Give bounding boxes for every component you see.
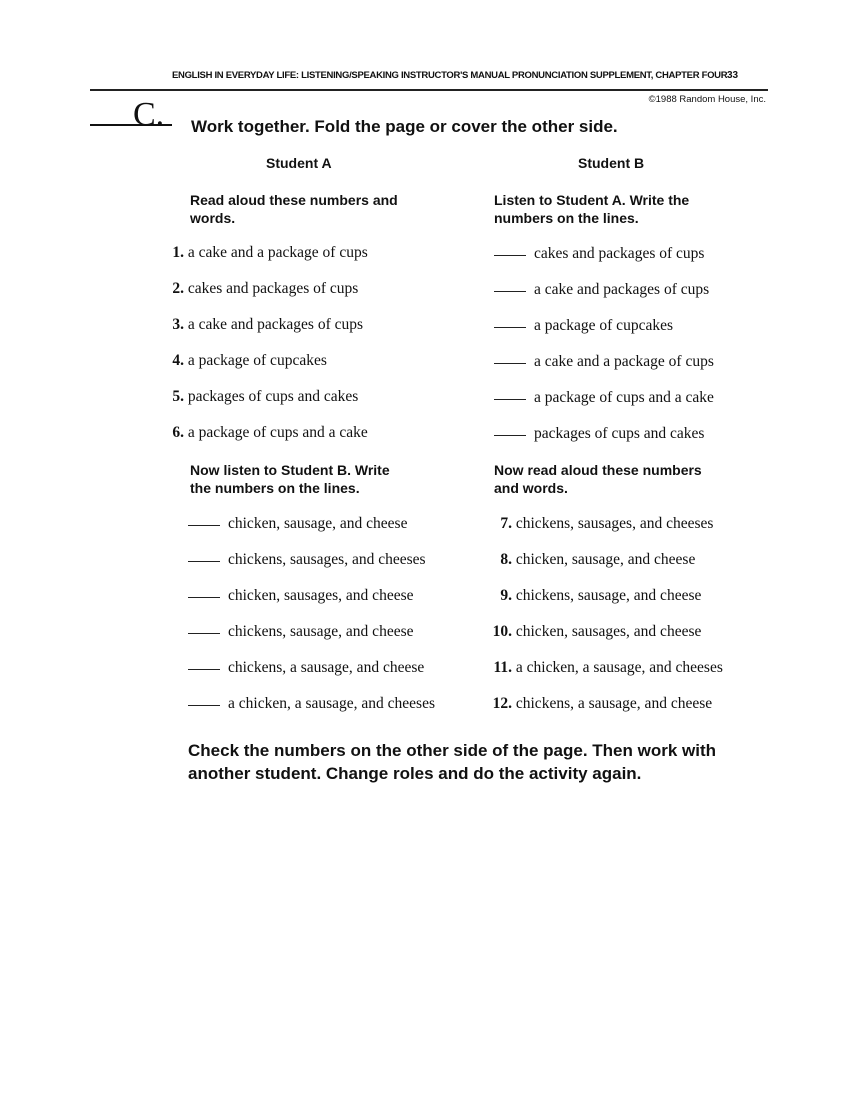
student-b-heading: Student B [578, 155, 645, 171]
list-item [494, 389, 714, 407]
item-number: 1. [172, 244, 184, 261]
footer-instruction [188, 739, 716, 785]
list-item [494, 353, 714, 371]
list-item [188, 551, 426, 569]
item-text: chickens, sausage, and cheese [228, 623, 414, 640]
item-text: a package of cups and a cake [187, 424, 368, 441]
list-item [484, 623, 701, 641]
answer-blank[interactable] [188, 669, 220, 670]
copyright-notice: ©1988 Random House, Inc. [648, 94, 766, 105]
item-number: 2. [172, 280, 184, 297]
list-item [494, 317, 673, 335]
list-item [188, 695, 435, 713]
instruction-line: Now listen to Student B. Write [190, 462, 390, 478]
list-item [164, 280, 358, 298]
section-title: Work together. Fold the page or cover the other side. [191, 117, 618, 136]
item-text: a cake and a package of cups [534, 353, 714, 370]
instruction-line: words. [190, 210, 236, 226]
answer-blank[interactable] [494, 399, 526, 400]
item-text: chickens, sausages, and cheeses [515, 515, 714, 532]
item-number: 6. [172, 424, 184, 441]
instruction-line: Now read aloud these numbers [494, 462, 702, 478]
list-item [484, 587, 701, 605]
answer-blank[interactable] [494, 435, 526, 436]
list-item [484, 659, 723, 677]
list-item [494, 281, 709, 299]
answer-blank[interactable] [188, 633, 220, 634]
instruction-line: another student. Change roles and do the activity again. [188, 764, 642, 783]
answer-blank[interactable] [494, 291, 526, 292]
item-text: chickens, a sausage, and cheese [515, 695, 713, 712]
student-b-instruction-read [494, 461, 702, 497]
item-text: chicken, sausages, and cheese [228, 587, 414, 604]
item-number: 4. [172, 352, 184, 369]
item-text: a package of cups and a cake [534, 389, 714, 406]
item-number: 12. [492, 695, 512, 712]
instruction-line: and words. [494, 480, 568, 496]
student-a-instruction-read [190, 191, 398, 227]
item-text: chickens, sausage, and cheese [515, 587, 702, 604]
item-text: a cake and packages of cups [187, 316, 364, 333]
list-item [188, 515, 407, 533]
answer-blank[interactable] [494, 255, 526, 256]
item-text: cakes and packages of cups [187, 280, 359, 297]
list-item [484, 551, 695, 569]
list-item [164, 424, 368, 442]
item-number: 5. [172, 388, 184, 405]
item-text: chickens, sausages, and cheeses [228, 551, 426, 568]
instruction-line: the numbers on the lines. [190, 480, 360, 496]
answer-blank[interactable] [494, 327, 526, 328]
item-number: 10. [492, 623, 512, 640]
item-text: chicken, sausages, and cheese [515, 623, 702, 640]
answer-blank[interactable] [188, 525, 220, 526]
item-text: a package of cupcakes [534, 317, 673, 334]
instruction-line: Read aloud these numbers and [190, 192, 398, 208]
list-item [164, 244, 368, 262]
item-number: 3. [172, 316, 184, 333]
list-item [164, 388, 358, 406]
item-number: 8. [500, 551, 512, 568]
item-text: packages of cups and cakes [187, 388, 359, 405]
item-text: cakes and packages of cups [534, 245, 705, 262]
item-text: a cake and a package of cups [187, 244, 368, 261]
instruction-line: Listen to Student A. Write the [494, 192, 690, 208]
item-number: 7. [500, 515, 512, 532]
list-item [164, 316, 363, 334]
item-text: a package of cupcakes [187, 352, 327, 369]
section-letter: C. [133, 96, 165, 133]
item-text: a chicken, a sausage, and cheeses [515, 659, 723, 676]
list-item [188, 587, 414, 605]
item-number: 9. [500, 587, 512, 604]
instruction-line: numbers on the lines. [494, 210, 639, 226]
header-divider [90, 89, 768, 91]
list-item [164, 352, 327, 370]
student-b-instruction-listen [494, 191, 689, 227]
item-text: chickens, a sausage, and cheese [228, 659, 425, 676]
item-text: chicken, sausage, and cheese [515, 551, 696, 568]
running-head: ENGLISH IN EVERYDAY LIFE: LISTENING/SPEAKING INSTRUCTOR'S MANUAL PRONUNCIATION SUPPLEMENT, CHAPTER FOUR [172, 70, 728, 81]
item-text: a chicken, a sausage, and cheeses [228, 695, 435, 712]
answer-blank[interactable] [188, 597, 220, 598]
list-item [484, 695, 712, 713]
item-number: 11. [493, 659, 512, 676]
list-item [494, 245, 704, 263]
list-item [494, 425, 704, 443]
answer-blank[interactable] [494, 363, 526, 364]
list-item [188, 659, 424, 677]
item-text: packages of cups and cakes [534, 425, 705, 442]
list-item [484, 515, 713, 533]
student-a-instruction-listen [190, 461, 390, 497]
item-text: chicken, sausage, and cheese [228, 515, 408, 532]
answer-blank[interactable] [188, 561, 220, 562]
answer-blank[interactable] [188, 705, 220, 706]
page-number: 33 [727, 70, 739, 81]
instruction-line: Check the numbers on the other side of the page. Then work with [188, 741, 717, 760]
list-item [188, 623, 414, 641]
student-a-heading: Student A [266, 155, 332, 171]
item-text: a cake and packages of cups [534, 281, 710, 298]
